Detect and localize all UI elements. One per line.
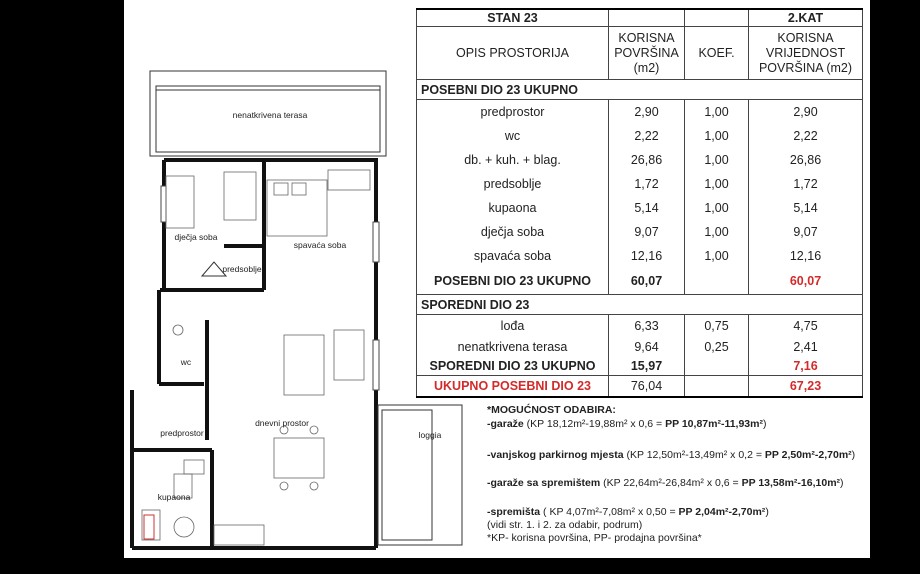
table-row: predsoblje 1,72 1,00 1,72 xyxy=(417,172,863,196)
section-title-row xyxy=(417,80,863,100)
floor-plan xyxy=(124,0,442,558)
table-row: wc 2,22 1,00 2,22 xyxy=(417,124,863,148)
option-garage: -garaže (KP 18,12m²-19,88m² x 0,6 = PP 10,87m²-11,93m²) xyxy=(487,418,767,430)
room-label-bedroom: spavaća soba xyxy=(293,240,347,250)
option-storage: -spremišta ( KP 4,07m²-7,08m² x 0,50 = PP 2,04m²-2,70m²) xyxy=(487,506,769,518)
section1-rows xyxy=(417,100,863,269)
floor-title: 2.KAT xyxy=(749,9,863,27)
apartment-title: STAN 23 xyxy=(417,9,609,27)
room-label-hallway: predsoblje xyxy=(222,264,262,274)
room-label-terrace: nenatkrivena terasa xyxy=(232,110,308,120)
header-usable-area: KORISNA POVRŠINA (m2) xyxy=(609,27,685,80)
room-label-bathroom: kupaona xyxy=(157,492,191,502)
option-parking: -vanjskog parkirnog mjesta (KP 12,50m²-13,49m² x 0,2 = PP 2,50m²-2,70m²) xyxy=(487,449,856,461)
table-row: kupaona 5,14 1,00 5,14 xyxy=(417,196,863,220)
header-usable-value: KORISNA VRIJEDNOST POVRŠINA (m2) xyxy=(749,27,863,80)
table-title-row xyxy=(417,9,863,27)
section-title-row xyxy=(417,295,863,315)
section2-title: SPOREDNI DIO 23 xyxy=(417,295,863,315)
table-row: spavaća soba 12,16 1,00 12,16 xyxy=(417,244,863,268)
table-row: POSEBNI DIO 23 UKUPNO 60,07 60,07 xyxy=(417,268,863,295)
options-title: *MOGUĆNOST ODABIRA: xyxy=(487,404,616,416)
grand-total-row: UKUPNO POSEBNI DIO 23 76,04 67,23 xyxy=(417,376,863,398)
bathroom-red-marker xyxy=(144,515,154,539)
furniture xyxy=(142,170,370,545)
header-description: OPIS PROSTORIJA xyxy=(417,27,609,80)
table-header-row xyxy=(417,27,863,80)
section2-rows xyxy=(417,315,863,358)
section1-title: POSEBNI DIO 23 UKUPNO xyxy=(417,80,863,100)
table-row: SPOREDNI DIO 23 UKUPNO 15,97 7,16 xyxy=(417,357,863,376)
room-label-wc: wc xyxy=(180,357,192,367)
room-label-loggia: loggia xyxy=(418,430,442,440)
area-table xyxy=(416,8,863,398)
options-note xyxy=(487,404,867,544)
option-note-1: (vidi str. 1. i 2. za odabir, podrum) xyxy=(487,519,643,531)
table-row: lođa 6,33 0,75 4,75 xyxy=(417,315,863,337)
option-note-2: *KP- korisna površina, PP- prodajna površina* xyxy=(487,532,702,544)
table-row: predprostor 2,90 1,00 2,90 xyxy=(417,100,863,125)
room-label-living: dnevni prostor xyxy=(255,418,309,428)
table-row: db. + kuh. + blag. 26,86 1,00 26,86 xyxy=(417,148,863,172)
header-coef: KOEF. xyxy=(685,27,749,80)
walls xyxy=(132,160,376,548)
table-row: dječja soba 9,07 1,00 9,07 xyxy=(417,220,863,244)
room-label-kids-room: dječja soba xyxy=(174,232,218,242)
room-label-entry: predprostor xyxy=(160,428,204,438)
table-row: nenatkrivena terasa 9,64 0,25 2,41 xyxy=(417,336,863,357)
option-garage-storage: -garaže sa spremištem (KP 22,64m²-26,84m² x 0,6 = PP 13,58m²-16,10m²) xyxy=(487,477,844,489)
